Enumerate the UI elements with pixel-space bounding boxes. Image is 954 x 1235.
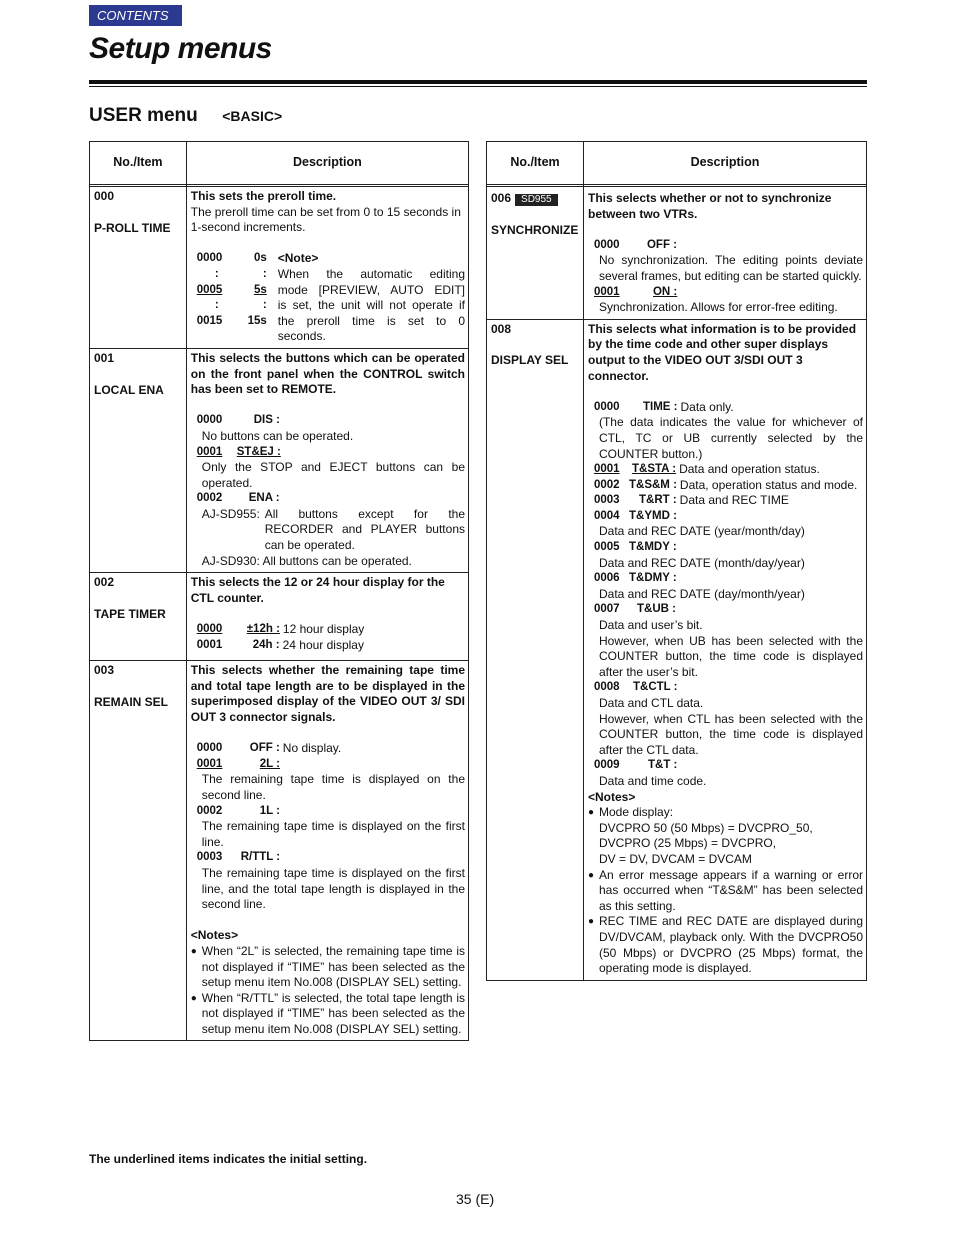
option-name: 2L :	[259, 757, 280, 770]
notes-label: <Notes>	[190, 928, 239, 943]
option-code: 0001	[196, 638, 223, 651]
option-text: No buttons can be operated.	[201, 428, 354, 443]
preroll-option-row	[191, 267, 465, 283]
option-name: T&CTL :	[632, 681, 678, 694]
note-line: DVCPRO (25 Mbps) = DVCPRO,	[598, 836, 777, 851]
item-name: P-ROLL TIME	[94, 220, 171, 235]
item-number-text: 006	[491, 191, 512, 205]
option-code: 0002	[196, 804, 223, 817]
note-text: When the automatic editing	[277, 266, 465, 281]
col-header-description: Description	[583, 142, 866, 185]
option-value: 5s	[253, 283, 267, 296]
option-text: Data only.	[680, 399, 734, 414]
option-name: T&S&M :	[628, 478, 677, 491]
item-name: LOCAL ENA	[94, 382, 164, 397]
item-number: 003	[94, 663, 115, 678]
option-code	[191, 329, 237, 345]
option-code: 0001	[593, 463, 620, 476]
option-name: 1L :	[259, 804, 280, 817]
table-row	[487, 187, 867, 320]
item-number	[491, 191, 579, 207]
title-rule	[89, 80, 867, 84]
item-lead: This selects whether the remaining tape time and total tape length are to be displayed in the superimposed display of the VIDEO OUT 3/ SDI OUT 3 connector signals.	[190, 663, 465, 724]
option-name: T&YMD :	[628, 509, 677, 522]
col-header-no-item: No./Item	[90, 142, 187, 185]
preroll-option-row	[191, 329, 465, 345]
option-name: T&UB :	[636, 603, 676, 616]
option-name: 24h :	[252, 638, 280, 651]
preroll-option-row	[191, 251, 465, 267]
note-text: seconds.	[277, 329, 326, 344]
option-name: T&RT :	[638, 494, 677, 507]
note-text: When “R/TTL” is selected, the total tape length is not displayed if “TIME” has been selected as the setup menu item No.008 (DISPLAY SEL) setting.	[201, 990, 465, 1036]
option-code: 0004	[593, 509, 620, 522]
option-text: Data and CTL data.	[598, 696, 704, 710]
item-lead: This sets the preroll time.	[190, 189, 337, 203]
option-text: Data and user’s bit.	[598, 618, 703, 633]
item-number: 008	[491, 321, 512, 336]
item-number: 001	[94, 350, 115, 365]
option-code: 0001	[593, 285, 620, 298]
option-value: 0s	[253, 252, 267, 265]
preroll-option-row	[191, 314, 465, 330]
option-text: Data and REC DATE (year/month/day)	[598, 524, 805, 539]
page-number: 35 (E)	[456, 1191, 495, 1207]
option-code: 0000	[196, 414, 223, 427]
option-name: ENA :	[248, 492, 280, 505]
option-text: Data, operation status and mode.	[679, 477, 858, 492]
note-text: mode [PREVIEW, AUTO EDIT]	[277, 282, 465, 297]
option-text: Data and operation status.	[679, 462, 820, 477]
option-code: 0000	[196, 623, 223, 636]
option-text: Synchronization. Allows for error-free editing.	[598, 300, 838, 315]
item-lead: This selects the buttons which can be operated on the front panel when the CONTROL switch has been set to REMOTE.	[190, 350, 465, 397]
option-text: Data and time code.	[598, 773, 707, 788]
preroll-option-row	[191, 298, 465, 314]
item-number: 002	[94, 575, 115, 590]
option-name: T&T :	[647, 759, 678, 772]
option-value: :	[262, 267, 267, 280]
option-code: 0005	[196, 283, 223, 296]
preroll-options	[191, 251, 465, 345]
table-row	[90, 348, 469, 572]
option-name: OFF :	[249, 742, 280, 755]
option-name: T&DMY :	[628, 572, 677, 585]
option-code: 0002	[196, 492, 223, 505]
option-code: 0001	[196, 445, 223, 458]
option-code: 0006	[593, 572, 620, 585]
option-name: T&MDY :	[628, 541, 677, 554]
bullet-icon: ●	[190, 945, 197, 957]
option-text: AJ-SD930: All buttons can be operated.	[201, 553, 412, 568]
option-code: 0001	[196, 757, 223, 770]
bullet-icon: ●	[190, 992, 197, 1004]
option-text: No display.	[282, 741, 342, 756]
option-name: ON :	[652, 285, 678, 298]
table-row	[90, 573, 469, 661]
option-value: 15s	[247, 314, 267, 327]
option-code: :	[214, 299, 219, 312]
menu-table-right	[486, 141, 867, 981]
item-text: The preroll time can be set from 0 to 15 seconds in 1-second increments.	[190, 204, 461, 235]
option-code: 0000	[196, 252, 223, 265]
section-heading	[89, 105, 282, 127]
table-row	[90, 661, 469, 1041]
option-text: The remaining tape time is displayed on the first line.	[201, 819, 465, 849]
option-code: 0003	[593, 494, 620, 507]
footnote: The underlined items indicates the initial setting.	[89, 1152, 368, 1166]
option-name: T&STA :	[631, 463, 677, 476]
option-code: 0007	[593, 603, 620, 616]
option-name: TIME :	[642, 400, 678, 413]
option-text: Data and REC DATE (day/month/year)	[598, 586, 805, 601]
col-header-no-item: No./Item	[487, 142, 584, 185]
table-header-row	[90, 142, 469, 185]
item-name: REMAIN SEL	[94, 694, 169, 709]
note-line: DVCPRO 50 (50 Mbps) = DVCPRO_50,	[598, 820, 813, 835]
item-name: TAPE TIMER	[94, 606, 166, 621]
preroll-option-row	[191, 283, 465, 299]
option-value: :	[262, 299, 267, 312]
option-code: 0000	[593, 238, 620, 251]
option-code: 0003	[196, 851, 223, 864]
option-code: 0000	[593, 400, 620, 413]
bullet-icon: ●	[587, 916, 595, 928]
option-text: The remaining tape time is displayed on the second line.	[201, 772, 465, 802]
note-line: DV = DV, DVCAM = DVCAM	[598, 851, 752, 866]
option-code: 0002	[593, 478, 620, 491]
option-name: OFF :	[646, 238, 678, 251]
item-lead: This selects whether or not to synchronize between two VTRs.	[587, 191, 832, 221]
option-text: Data and REC DATE (month/day/year)	[598, 555, 805, 570]
option-name: ST&EJ :	[236, 445, 281, 458]
option-name: R/TTL :	[240, 851, 281, 864]
option-text: All buttons except for the RECORDER and PLAYER buttons can be operated.	[264, 506, 465, 553]
contents-link[interactable]: CONTENTS	[89, 5, 182, 26]
item-name: DISPLAY SEL	[491, 353, 569, 368]
item-number: 000	[94, 189, 115, 203]
option-code: 0015	[196, 314, 223, 327]
option-model: AJ-SD955:	[201, 506, 260, 521]
note-text: An error message appears if a warning or error has occurred when “T&S&M” has been selected as this setting.	[598, 867, 863, 913]
option-text: 12 hour display	[282, 622, 365, 637]
table-row	[90, 187, 469, 349]
title-rule-thin	[89, 86, 867, 87]
note-text: When “2L” is selected, the remaining tape time is not displayed if “TIME” has been selected as the setup menu item No.008 (DISPLAY SEL) setting.	[201, 943, 465, 990]
table-row	[487, 319, 867, 980]
option-code: :	[214, 267, 219, 280]
item-name: SYNCHRONIZE	[491, 222, 579, 237]
note-text: the preroll time is set to 0	[277, 313, 465, 328]
note-text: is set, the unit will not operate if	[277, 298, 465, 313]
option-name: ±12h :	[246, 623, 280, 636]
option-text: (The data indicates the value for whichever of CTL, TC or UB currently selected by the COUNTER button.)	[598, 415, 863, 461]
option-text: However, when CTL has been selected with the COUNTER button, the time code is displayed after the CTL data.	[598, 711, 863, 757]
section-title: USER menu	[89, 105, 198, 126]
option-name: DIS :	[253, 414, 280, 427]
option-text: No synchronization. The editing points deviate several frames, but editing can be started quickly.	[598, 253, 863, 283]
option-code: 0009	[593, 759, 620, 772]
note-label: <Note>	[277, 251, 319, 266]
col-header-description: Description	[186, 142, 468, 185]
option-text: Data and REC TIME	[679, 493, 789, 508]
note-text: Mode display:	[598, 805, 674, 820]
option-text: 24 hour display	[282, 637, 364, 652]
option-code: 0005	[593, 541, 620, 554]
option-text: However, when UB has been selected with the COUNTER button, the time code is displayed after the user’s bit.	[598, 633, 863, 679]
option-code: 0008	[593, 681, 620, 694]
option-text: The remaining tape time is displayed on the first line, and the total tape length is displayed in the second line.	[201, 865, 465, 912]
item-lead: This selects what information is to be provided by the time code and other super displays output to the VIDEO OUT 3/SDI OUT 3 connector.	[587, 321, 857, 383]
note-text: REC TIME and REC DATE are displayed during DV/DVCAM, playback only. With the DVCPRO50 (50 Mbps) or DVCPRO (25 Mbps) format, the operating mode is displayed.	[598, 914, 863, 976]
bullet-icon: ●	[587, 807, 595, 819]
notes-label: <Notes>	[587, 789, 636, 804]
option-code: 0000	[196, 742, 223, 755]
table-header-row	[487, 142, 867, 185]
item-lead: This selects the 12 or 24 hour display for the CTL counter.	[190, 575, 445, 605]
option-value	[237, 329, 267, 345]
section-subtitle: <BASIC>	[222, 108, 283, 124]
bullet-icon: ●	[587, 869, 595, 881]
menu-table-left	[89, 141, 469, 1041]
page-title: Setup menus	[89, 32, 272, 65]
model-badge: SD955	[515, 194, 558, 206]
option-text: Only the STOP and EJECT buttons can be operated.	[201, 460, 465, 490]
